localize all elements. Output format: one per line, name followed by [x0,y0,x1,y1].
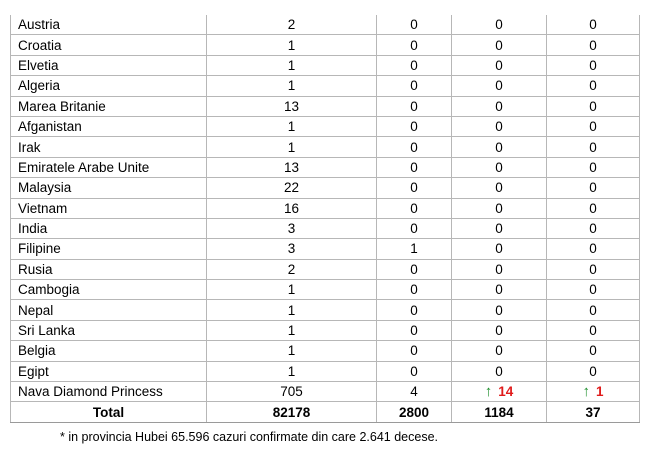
deaths-cell: 0 [377,198,452,218]
cases-cell: 1 [207,116,377,136]
cases-cell: 13 [207,157,377,177]
value-cell: 0 [547,137,640,157]
table-row [11,35,640,55]
country-cell: Nepal [11,300,207,320]
country-cell: Marea Britanie [11,96,207,116]
country-cell: Elvetia [11,55,207,75]
value-cell: 0 [452,178,547,198]
cases-cell: 1 [207,55,377,75]
value-cell: 0 [547,15,640,35]
value-cell: 0 [547,320,640,340]
deaths-cell: 4 [377,382,452,402]
table-row [11,218,640,238]
table-row [11,76,640,96]
value-cell: 0 [547,35,640,55]
table-row [11,116,640,136]
country-cell: Irak [11,137,207,157]
table-row [11,280,640,300]
value-cell: 0 [452,280,547,300]
table-row [11,239,640,259]
value-cell: 0 [452,198,547,218]
deaths-cell: 0 [377,15,452,35]
country-stats-table [10,15,640,423]
value-cell: 0 [452,361,547,381]
value-cell: 0 [547,198,640,218]
table-row [11,341,640,361]
country-cell: India [11,218,207,238]
deaths-cell: 0 [377,300,452,320]
value-cell: 0 [547,280,640,300]
cases-cell: 705 [207,382,377,402]
deaths-cell: 0 [377,320,452,340]
table-row [11,15,640,35]
value-cell: 0 [452,239,547,259]
value-cell: 0 [452,157,547,177]
value-cell: 0 [452,76,547,96]
value-cell: 0 [547,116,640,136]
total-value: 1184 [452,402,547,423]
value-cell: 0 [452,35,547,55]
country-cell: Croatia [11,35,207,55]
cases-cell: 1 [207,300,377,320]
value-cell: 0 [547,178,640,198]
change-value: 14 [498,384,514,400]
value-cell: 0 [452,320,547,340]
value-cell: 0 [547,218,640,238]
value-cell: 0 [547,76,640,96]
table-row [11,178,640,198]
value-cell: 0 [547,96,640,116]
cases-cell: 16 [207,198,377,218]
cases-cell: 13 [207,96,377,116]
table-row [11,361,640,381]
cases-cell: 1 [207,320,377,340]
table-row [11,55,640,75]
deaths-cell: 0 [377,157,452,177]
table-row [11,198,640,218]
country-cell: Emiratele Arabe Unite [11,157,207,177]
deaths-cell: 0 [377,361,452,381]
table-row [11,157,640,177]
total-cases: 82178 [207,402,377,423]
deaths-cell: 0 [377,259,452,279]
cases-cell: 1 [207,137,377,157]
total-label: Total [11,402,207,423]
value-cell: 0 [547,341,640,361]
value-cell: 0 [452,96,547,116]
cases-cell: 22 [207,178,377,198]
country-cell: Vietnam [11,198,207,218]
change-cell [547,382,640,402]
country-cell: Algeria [11,76,207,96]
cases-cell: 2 [207,259,377,279]
change-value: 1 [595,384,604,400]
value-cell: 0 [547,259,640,279]
deaths-cell: 0 [377,55,452,75]
cases-cell: 1 [207,76,377,96]
country-cell: Sri Lanka [11,320,207,340]
value-cell: 0 [547,361,640,381]
table-row [11,96,640,116]
deaths-cell: 1 [377,239,452,259]
value-cell: 0 [452,341,547,361]
country-cell: Nava Diamond Princess [11,382,207,402]
cases-cell: 1 [207,361,377,381]
value-cell: 0 [452,15,547,35]
country-cell: Rusia [11,259,207,279]
value-cell: 0 [452,137,547,157]
deaths-cell: 0 [377,178,452,198]
cases-cell: 3 [207,239,377,259]
value-cell: 0 [452,116,547,136]
country-cell: Egipt [11,361,207,381]
table-row-diamond-princess [11,382,640,402]
cases-cell: 1 [207,341,377,361]
cases-cell: 1 [207,280,377,300]
value-cell: 0 [452,218,547,238]
total-row [11,402,640,423]
value-cell: 0 [452,259,547,279]
change-cell [452,382,547,402]
country-cell: Cambogia [11,280,207,300]
total-deaths: 2800 [377,402,452,423]
total-value: 37 [547,402,640,423]
value-cell: 0 [547,157,640,177]
cases-cell: 2 [207,15,377,35]
deaths-cell: 0 [377,116,452,136]
country-cell: Filipine [11,239,207,259]
table-row [11,259,640,279]
cases-cell: 1 [207,35,377,55]
value-cell: 0 [452,300,547,320]
table-row [11,137,640,157]
country-cell: Belgia [11,341,207,361]
up-arrow-icon: ↑ [582,383,590,401]
country-cell: Austria [11,15,207,35]
value-cell: 0 [547,55,640,75]
deaths-cell: 0 [377,96,452,116]
value-cell: 0 [547,239,640,259]
deaths-cell: 0 [377,137,452,157]
deaths-cell: 0 [377,341,452,361]
table-row [11,300,640,320]
deaths-cell: 0 [377,218,452,238]
footnote: * in provincia Hubei 65.596 cazuri confirmate din care 2.641 decese. [60,430,438,444]
deaths-cell: 0 [377,76,452,96]
cases-cell: 3 [207,218,377,238]
deaths-cell: 0 [377,280,452,300]
country-cell: Afganistan [11,116,207,136]
deaths-cell: 0 [377,35,452,55]
value-cell: 0 [452,55,547,75]
table-row [11,320,640,340]
country-cell: Malaysia [11,178,207,198]
value-cell: 0 [547,300,640,320]
up-arrow-icon: ↑ [484,383,493,401]
